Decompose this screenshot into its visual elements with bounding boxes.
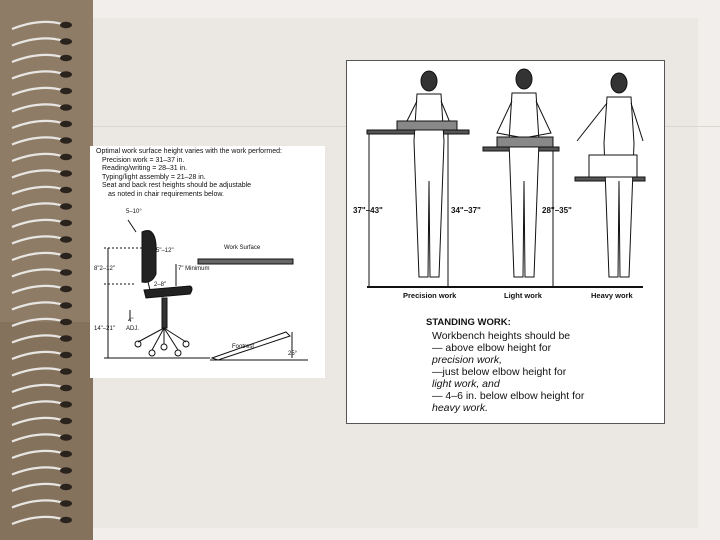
seat-back-label: 8"2–12": [94, 266, 115, 272]
guideline-item: Seat and back rest heights should be adjustable: [102, 182, 252, 190]
precision-height-dim: 37"–43": [353, 206, 383, 215]
spiral-ring: [12, 467, 72, 474]
guideline-item: as noted in chair requirements below.: [108, 190, 224, 198]
standing-work-title: STANDING WORK:: [426, 317, 511, 328]
standing-line: Workbench heights should be: [432, 330, 571, 342]
spiral-ring: [12, 71, 72, 78]
standing-line: heavy work.: [432, 402, 489, 414]
spiral-ring: [12, 401, 72, 408]
spiral-ring: [12, 170, 72, 177]
standing-line: light work, and: [432, 378, 500, 390]
spiral-ring: [12, 368, 72, 375]
footrest-label: Footrest: [232, 344, 255, 350]
standing-line: precision work,: [432, 354, 503, 366]
spiral-ring: [12, 55, 72, 62]
spiral-ring: [12, 187, 72, 194]
seated-workstation-figure: [90, 146, 325, 378]
spiral-ring: [12, 517, 72, 524]
spiral-ring: [12, 451, 72, 458]
guideline-item: Typing/light assembly = 21–28 in.: [102, 173, 206, 181]
seated-guidelines-text: [96, 148, 324, 200]
standing-workbench-figure: [346, 60, 665, 424]
spiral-ring: [12, 104, 72, 111]
spiral-ring: [12, 500, 72, 507]
heavy-height-dim: 28"–35": [542, 206, 572, 215]
standing-work-text: [432, 330, 584, 414]
work-surface-label: Work Surface: [224, 245, 261, 251]
spiral-ring: [12, 137, 72, 144]
spiral-ring: [12, 236, 72, 243]
spiral-ring: [12, 203, 72, 210]
spiral-ring: [12, 484, 72, 491]
light-height-dim: 34"–37": [451, 206, 481, 215]
spiral-ring: [12, 286, 72, 293]
spiral-ring: [12, 385, 72, 392]
heavy-work-label: Heavy work: [591, 291, 633, 300]
recline-angle-label: 5–10°: [126, 209, 142, 215]
spiral-ring: [12, 434, 72, 441]
guideline-item: Precision work = 31–37 in.: [102, 156, 185, 164]
footrest-angle-label: 25°: [288, 351, 298, 357]
spiral-ring: [12, 335, 72, 342]
spiral-rings: [0, 0, 100, 540]
back-height-label: 5"–12": [156, 248, 174, 254]
spiral-ring: [12, 121, 72, 128]
spiral-ring: [12, 352, 72, 359]
seat-height-label: 14"–21": [94, 326, 115, 332]
clearance-label: 7" Minimum: [178, 266, 210, 272]
light-work-label: Light work: [504, 291, 542, 300]
depth-label: 2–8": [154, 282, 167, 288]
spiral-ring: [12, 302, 72, 309]
spiral-ring: [12, 220, 72, 227]
standing-line: —just below elbow height for: [432, 366, 567, 378]
adjust-top-label: 4": [128, 318, 134, 324]
adjustable-label: ADJ.: [126, 326, 140, 332]
spiral-ring: [12, 319, 72, 326]
spiral-ring: [12, 269, 72, 276]
spiral-ring: [12, 88, 72, 95]
spiral-ring: [12, 22, 72, 29]
guideline-item: Reading/writing = 28–31 in.: [102, 165, 188, 173]
spiral-ring: [12, 38, 72, 45]
guidelines-intro: Optimal work surface height varies with the work performed:: [96, 148, 282, 155]
spiral-ring: [12, 253, 72, 260]
spiral-ring: [12, 154, 72, 161]
standing-line: — above elbow height for: [432, 342, 552, 354]
spiral-ring: [12, 418, 72, 425]
standing-line: — 4–6 in. below elbow height for: [432, 390, 585, 402]
precision-work-label: Precision work: [403, 291, 457, 300]
